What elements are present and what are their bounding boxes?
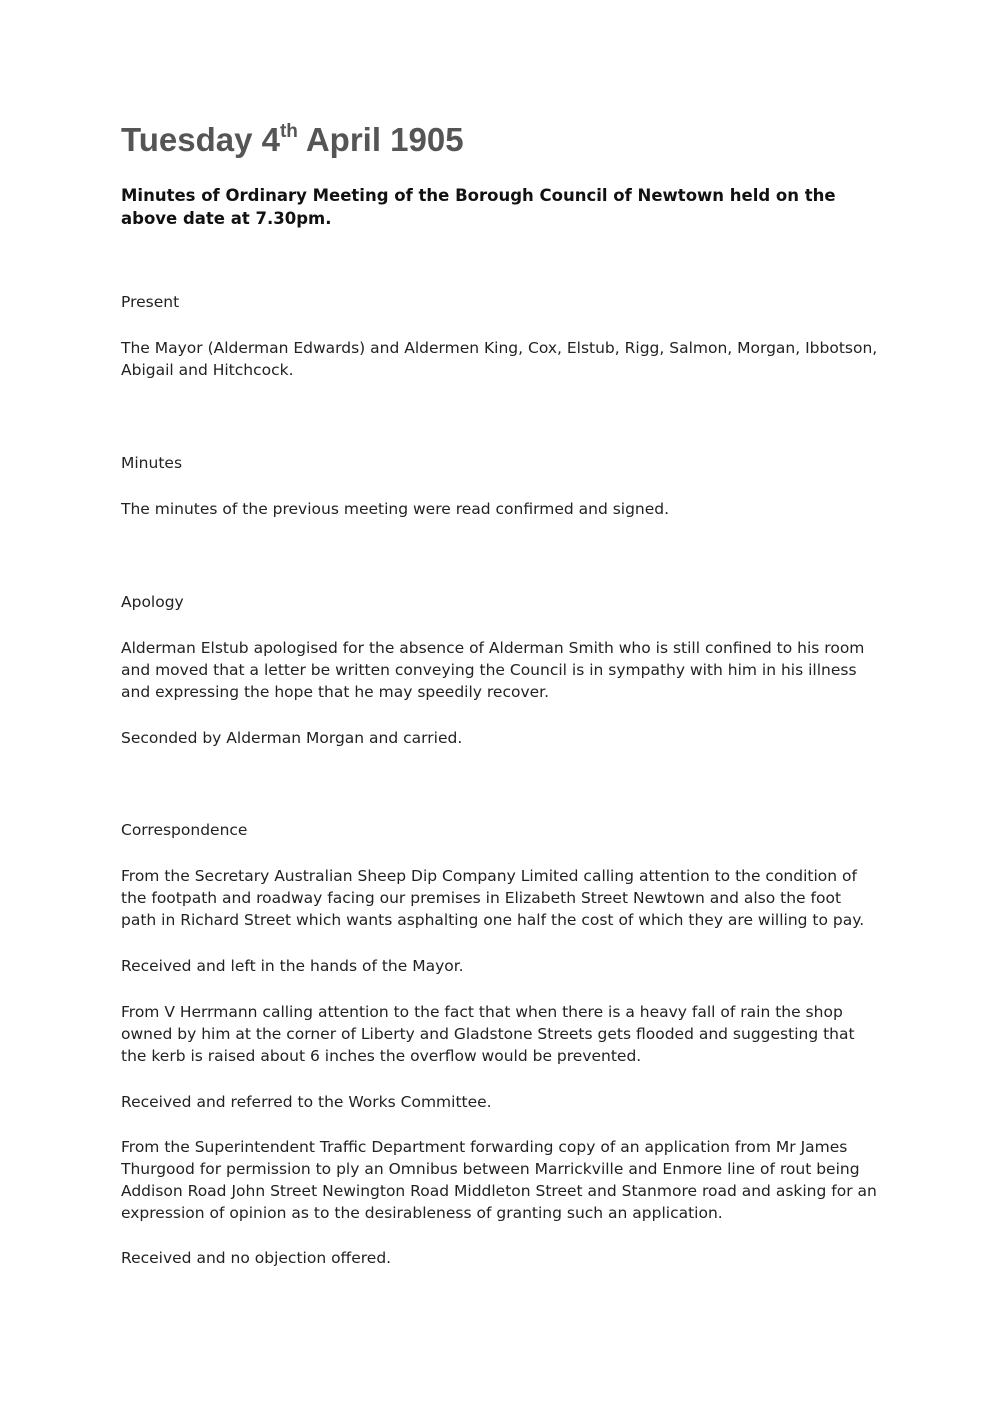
title-day: Tuesday 4 bbox=[121, 121, 280, 158]
minutes-paragraph: The minutes of the previous meeting were read confirmed and signed. bbox=[121, 500, 670, 518]
title-rest: April 1905 bbox=[297, 121, 464, 158]
correspondence-letter-traffic: From the Superintendent Traffic Department forwarding copy of an application from Mr James Thurgood for permission to ply an Omnibus between Marrickville and Enmore line of rout being Addison Road John Street Newington Road Middleton Street and Stanmore road and asking for an expression of opinion as to the desirableness of granting such an application. bbox=[121, 1138, 877, 1222]
correspondence-resolution-no-objection: Received and no objection offered. bbox=[121, 1249, 392, 1267]
title-ordinal: th bbox=[279, 121, 298, 142]
correspondence-letter-sheep-dip: From the Secretary Australian Sheep Dip Company Limited calling attention to the condition of the footpath and roadway facing our premises in Elizabeth Street Newtown and also the foot path in Richard Street which wants asphalting one half the cost of which they are willing to pay. bbox=[121, 867, 865, 929]
heading-minutes: Minutes bbox=[121, 454, 183, 472]
apology-seconded: Seconded by Alderman Morgan and carried. bbox=[121, 729, 463, 747]
present-paragraph: The Mayor (Alderman Edwards) and Aldermen King, Cox, Elstub, Rigg, Salmon, Morgan, Ibbotson, Abigail and Hitchcock. bbox=[121, 339, 878, 379]
apology-paragraph: Alderman Elstub apologised for the absence of Alderman Smith who is still confined to his room and moved that a letter be written conveying the Council is in sympathy with him in his illness and expressing the hope that he may speedily recover. bbox=[121, 639, 865, 701]
page-title bbox=[121, 118, 464, 162]
heading-apology: Apology bbox=[121, 593, 184, 611]
correspondence-resolution-mayor: Received and left in the hands of the Mayor. bbox=[121, 957, 464, 975]
correspondence-resolution-works: Received and referred to the Works Committee. bbox=[121, 1093, 492, 1111]
heading-correspondence: Correspondence bbox=[121, 821, 248, 839]
correspondence-letter-herrmann: From V Herrmann calling attention to the fact that when there is a heavy fall of rain the shop owned by him at the corner of Liberty and Gladstone Streets gets flooded and suggesting that the kerb is raised about 6 inches the overflow would be prevented. bbox=[121, 1003, 855, 1065]
meeting-subtitle: Minutes of Ordinary Meeting of the Borough Council of Newtown held on the above date at 7.30pm. bbox=[121, 186, 836, 228]
heading-present: Present bbox=[121, 293, 180, 311]
